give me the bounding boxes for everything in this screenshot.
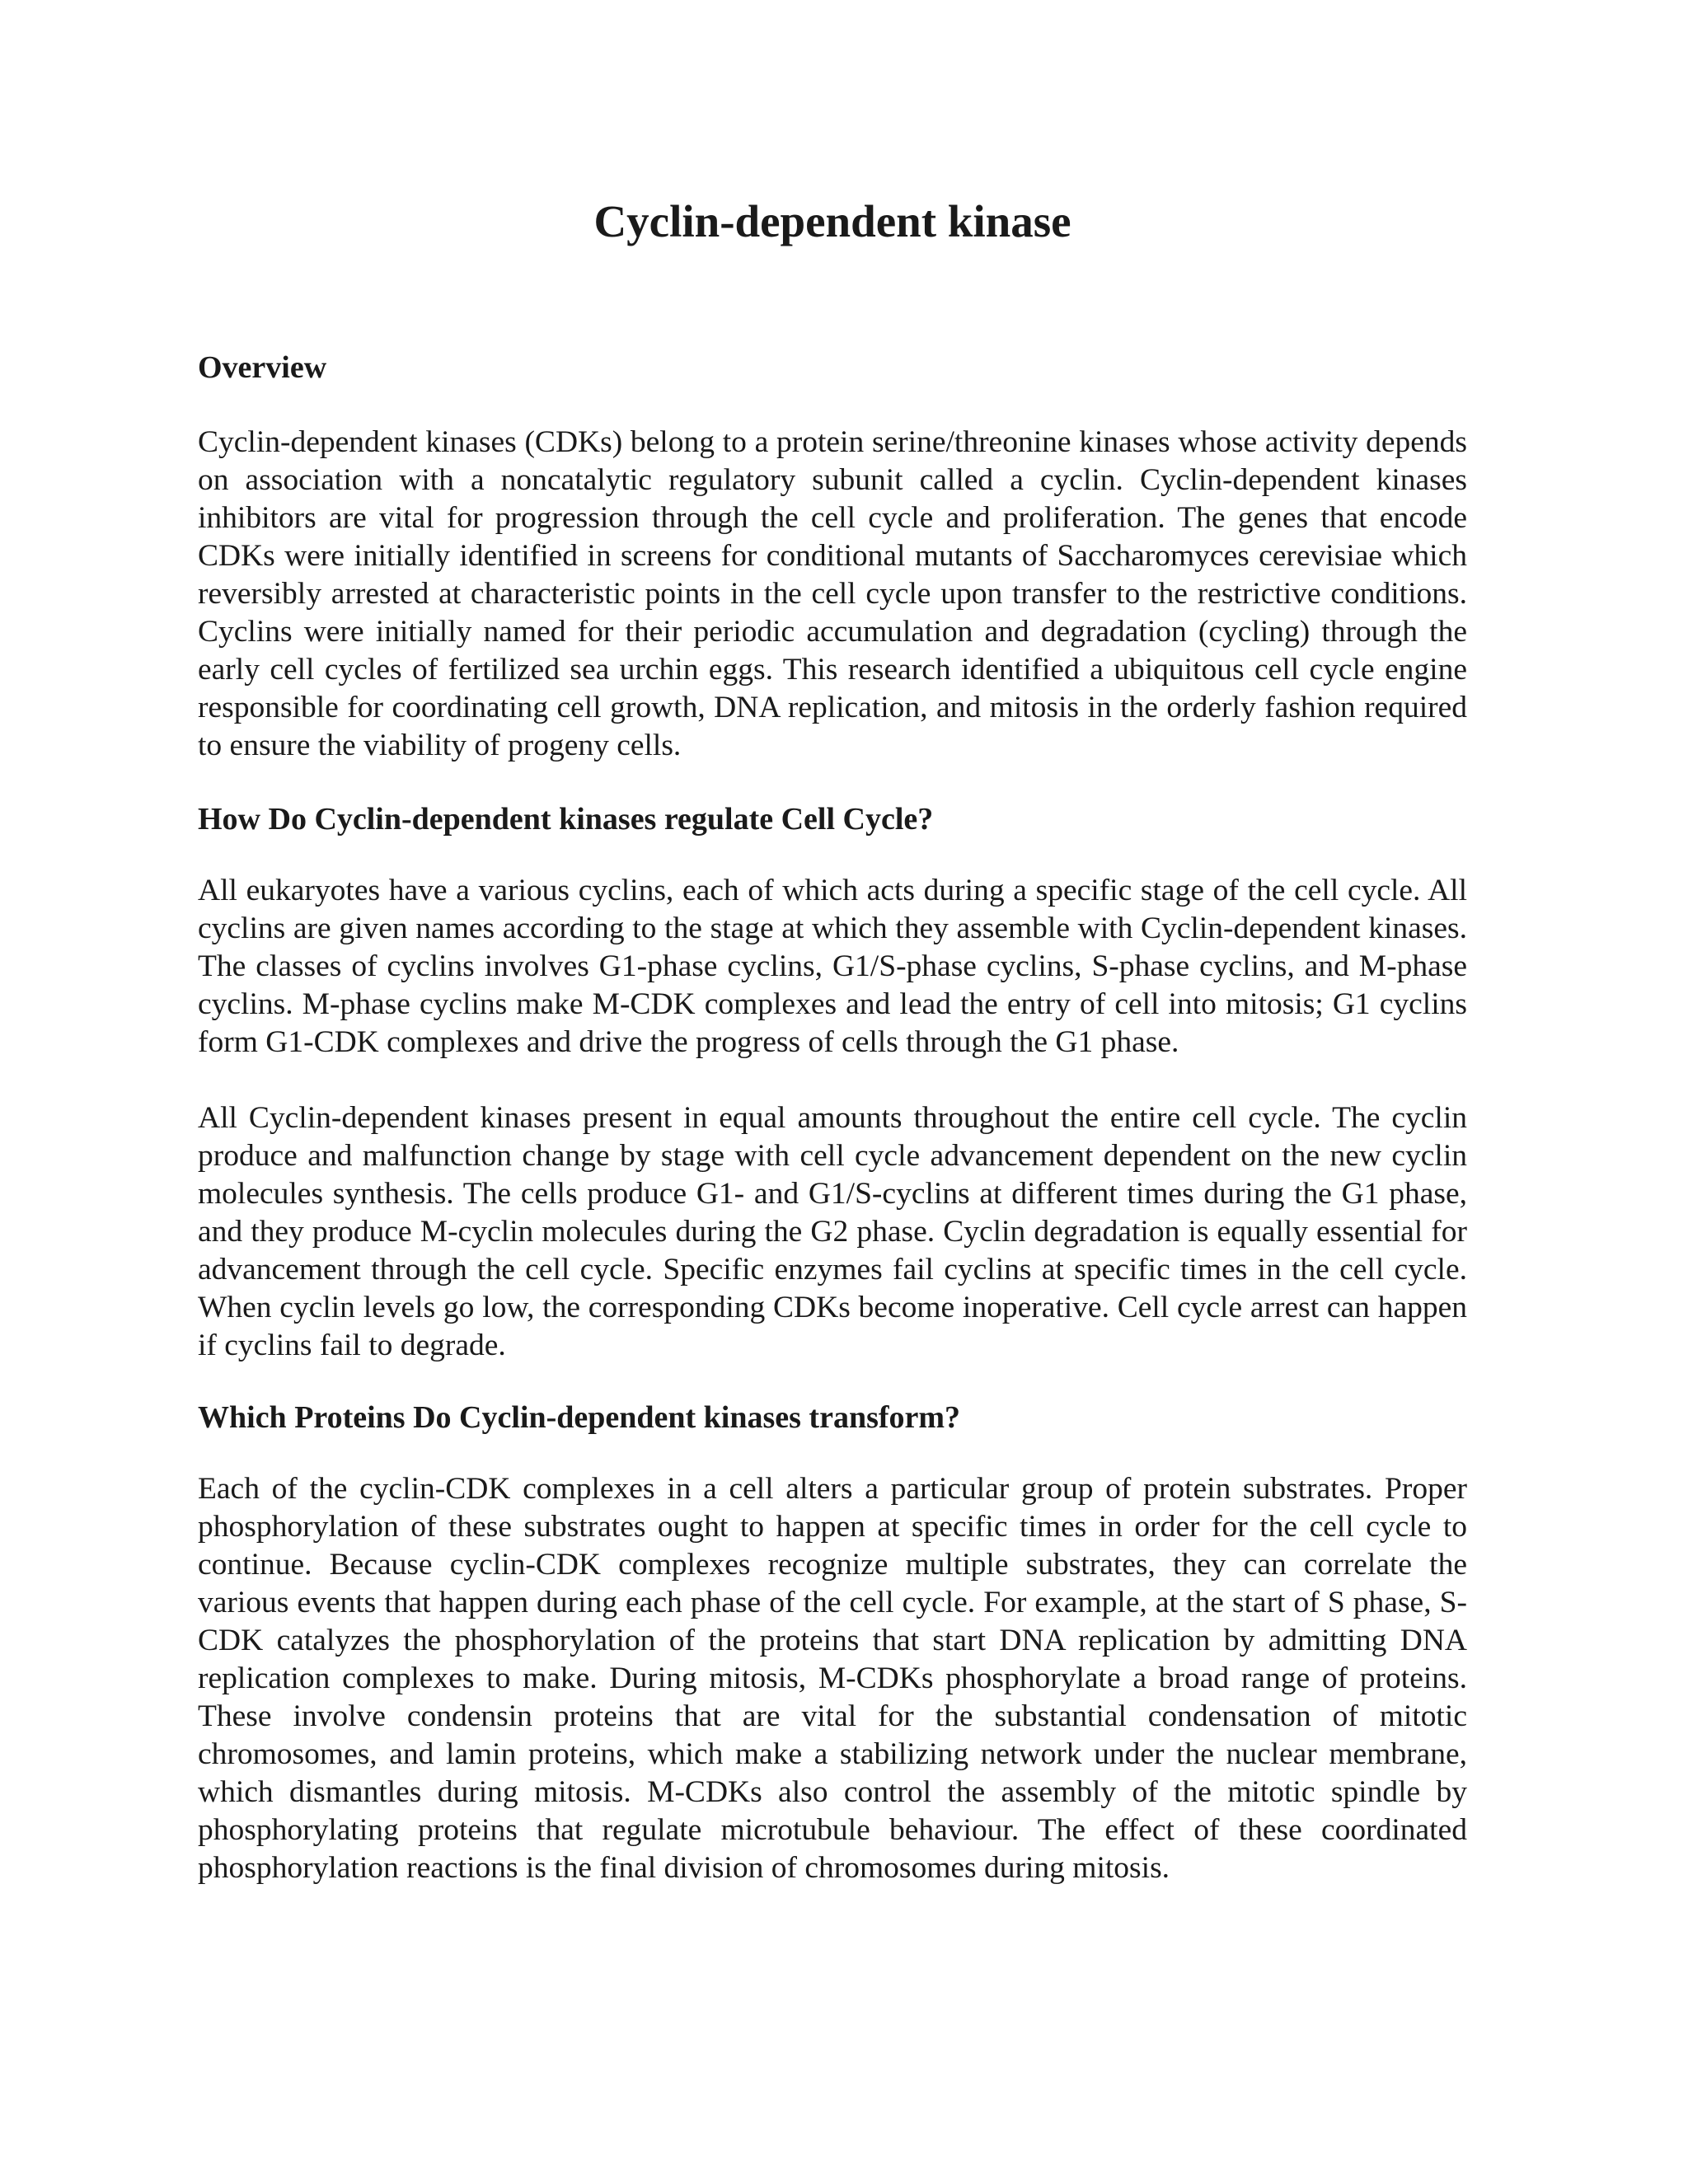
- regulate-paragraph-2: All Cyclin-dependent kinases present in equal amounts throughout the entire cell cycle. The cyclin produce and malfunction change by stage with cell cycle advancement dependent on the new cyclin molecules synthesis. The cells produce G1- and G1/S-cyclins at different times during the G1 phase, and they produce M-cyclin molecules during the G2 phase. Cyclin degradation is equally essential for advancement through the cell cycle. Specific enzymes fail cyclins at specific times in the cell cycle. When cyclin levels go low, the corresponding CDKs become inoperative. Cell cycle arrest can happen if cyclins fail to degrade.: [198, 1101, 1467, 1362]
- transform-paragraph: Each of the cyclin-CDK complexes in a cell alters a particular group of protein substrates. Proper phosphorylation of these substrates ought to happen at specific times in order for the cell cycle to continue. Because cyclin-CDK complexes recognize multiple substrates, they can correlate the various events that happen during each phase of the cell cycle. For example, at the start of S phase, S-CDK catalyzes the phosphorylation of the proteins that start DNA replication by admitting DNA replication complexes to make. During mitosis, M-CDKs phosphorylate a broad range of proteins. These involve condensin proteins that are vital for the substantial condensation of mitotic chromosomes, and lamin proteins, which make a stabilizing network under the nuclear membrane, which dismantles during mitosis. M-CDKs also control the assembly of the mitotic spindle by phosphorylating proteins that regulate microtubule behaviour. The effect of these coordinated phosphorylation reactions is the final division of chromosomes during mitosis.: [198, 1472, 1467, 1885]
- document-page: [198, 0, 1467, 2184]
- document-title: Cyclin-dependent kinase: [593, 196, 1071, 246]
- section-heading-regulate: How Do Cyclin-dependent kinases regulate Cell Cycle?: [198, 802, 934, 837]
- regulate-paragraph-1: All eukaryotes have a various cyclins, each of which acts during a specific stage of the cell cycle. All cyclins are given names according to the stage at which they assemble with Cyclin-dependent kinases. The classes of cyclins involves G1-phase cyclins, G1/S-phase cyclins, S-phase cyclins, and M-phase cyclins. M-phase cyclins make M-CDK complexes and lead the entry of cell into mitosis; G1 cyclins form G1-CDK complexes and drive the progress of cells through the G1 phase.: [198, 874, 1467, 1059]
- overview-paragraph: Cyclin-dependent kinases (CDKs) belong to a protein serine/threonine kinases whose activity depends on association with a noncatalytic regulatory subunit called a cyclin. Cyclin-dependent kinases inhibitors are vital for progression through the cell cycle and proliferation. The genes that encode CDKs were initially identified in screens for conditional mutants of Saccharomyces cerevisiae which reversibly arrested at characteristic points in the cell cycle upon transfer to the restrictive conditions. Cyclins were initially named for their periodic accumulation and degradation (cycling) through the early cell cycles of fertilized sea urchin eggs. This research identified a ubiquitous cell cycle engine responsible for coordinating cell growth, DNA replication, and mitosis in the orderly fashion required to ensure the viability of progeny cells.: [198, 425, 1467, 762]
- section-heading-overview: Overview: [198, 350, 327, 385]
- section-heading-transform: Which Proteins Do Cyclin-dependent kinases transform?: [198, 1400, 961, 1435]
